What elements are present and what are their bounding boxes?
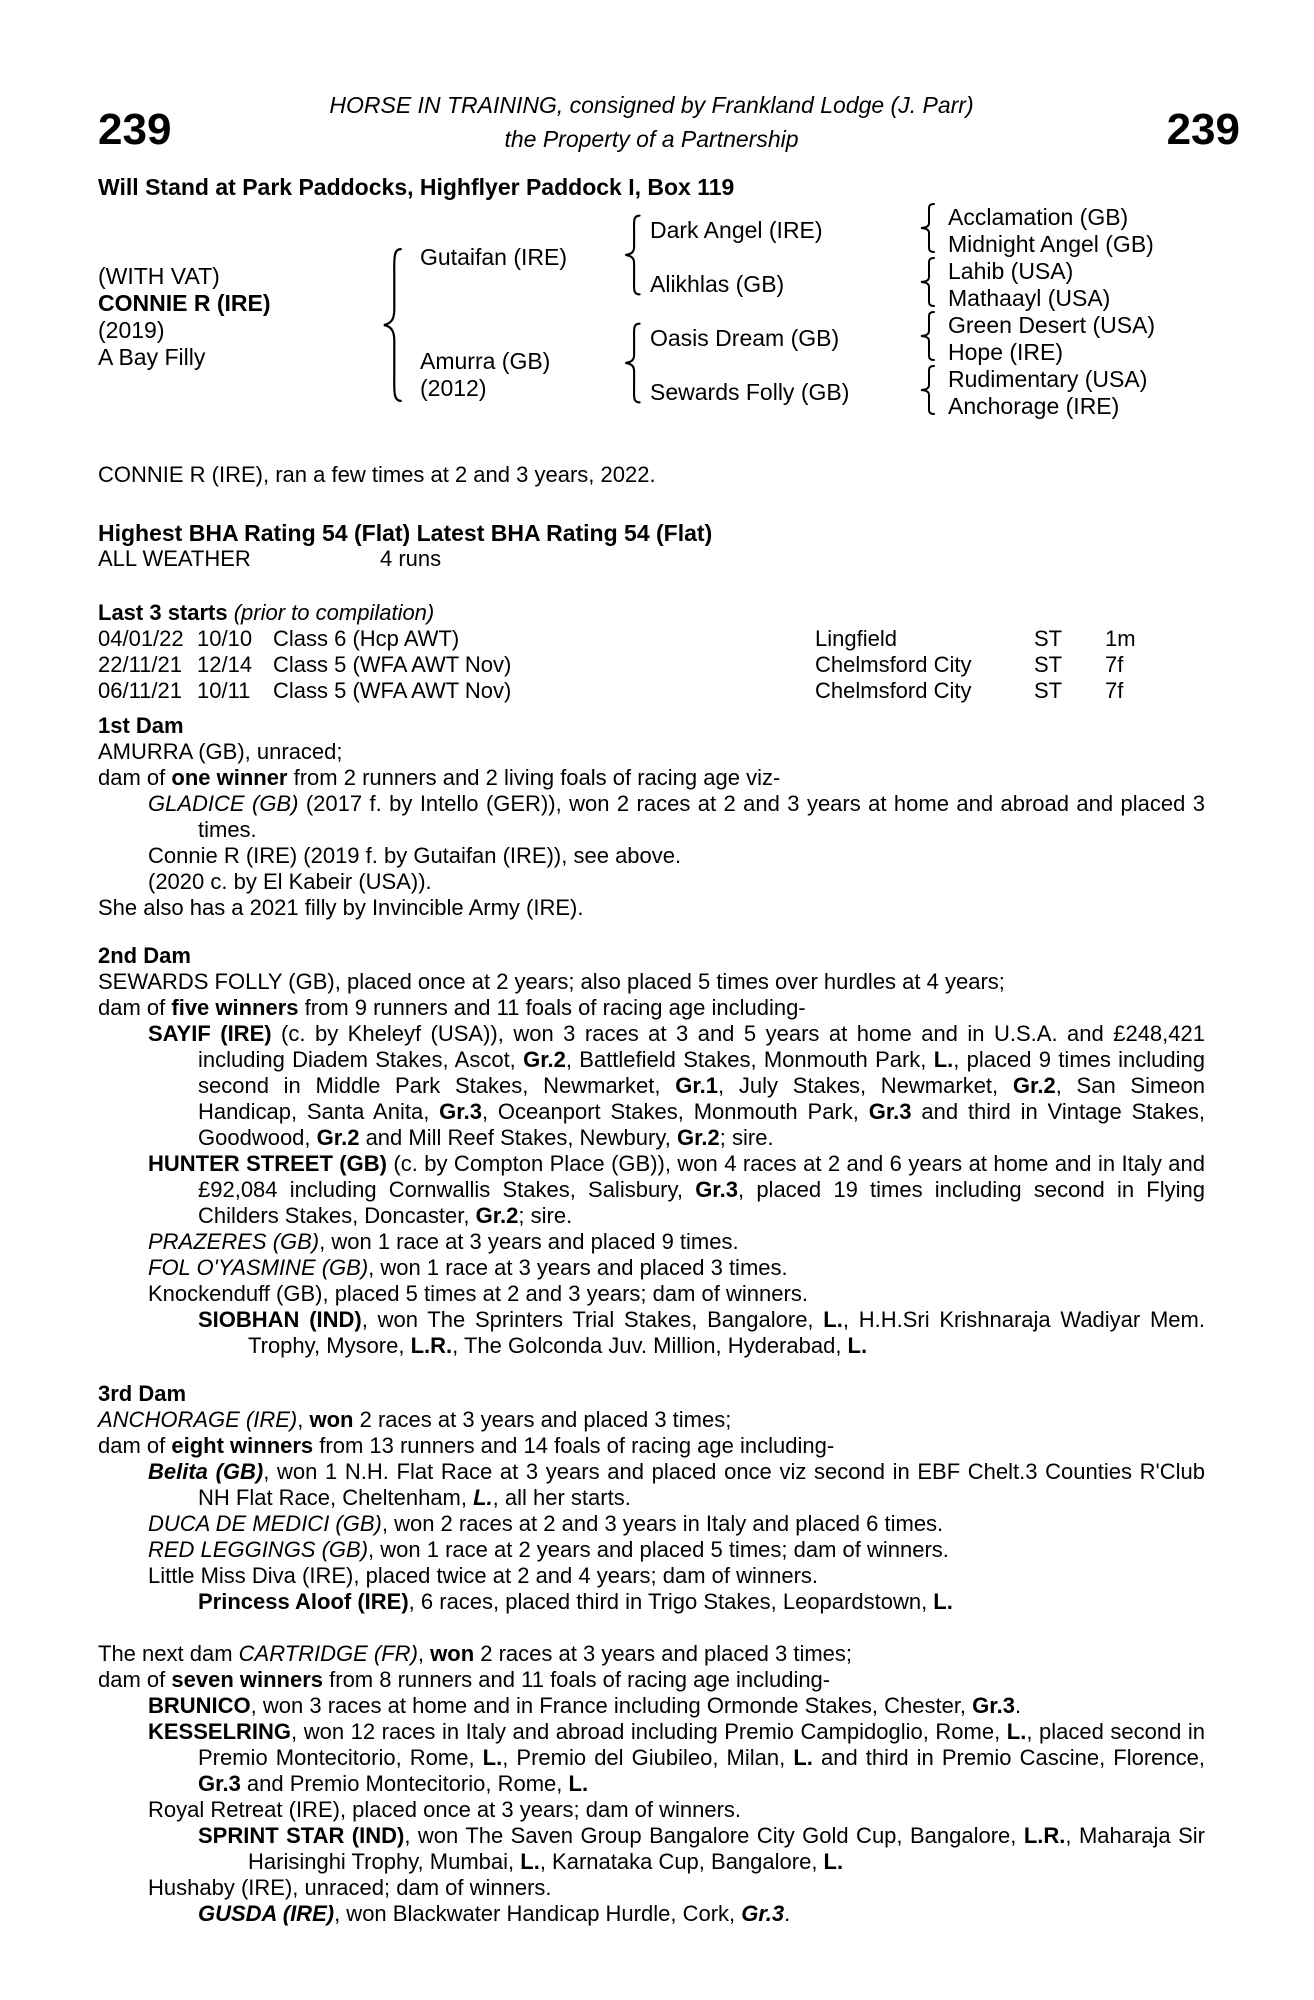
pedigree-paragraph xyxy=(98,969,1205,995)
text-run: Gr.3 xyxy=(868,1099,912,1124)
surface-label: ALL WEATHER xyxy=(98,546,251,571)
text-run: from 13 runners and 14 foals of racing age including- xyxy=(313,1433,835,1458)
text-run: 2 races at 3 years and placed 3 times; xyxy=(353,1407,732,1432)
dam-section xyxy=(98,1641,1205,1927)
text-run: , Premio del Giubileo, Milan, xyxy=(502,1745,794,1770)
race-date: 04/01/22 xyxy=(98,626,184,651)
pedigree-paragraph xyxy=(98,1589,1205,1615)
race-dist: 7f xyxy=(1105,678,1124,703)
vat-note: (WITH VAT) xyxy=(98,263,220,289)
great-grandparent-name: Hope (IRE) xyxy=(948,339,1064,365)
text-run: FOL O'YASMINE (GB) xyxy=(148,1255,369,1280)
pedigree-brace-icon xyxy=(918,311,938,361)
text-run: and third in Vintage Stakes, Goodwood, xyxy=(198,1099,1205,1150)
text-run: GLADICE (GB) xyxy=(148,791,299,816)
text-run: L. xyxy=(1006,1719,1027,1744)
text-run: dam of xyxy=(98,1667,172,1692)
text-run: , placed 19 times including second in Flying Childers Stakes, Doncaster, xyxy=(198,1177,1205,1228)
dam-sections xyxy=(98,713,1205,1927)
text-run: RED LEGGINGS (GB) xyxy=(148,1537,369,1562)
race-race: Class 5 (WFA AWT Nov) xyxy=(273,652,512,677)
pedigree-paragraph xyxy=(98,1563,1205,1589)
text-run: won xyxy=(430,1641,475,1666)
race-going: ST xyxy=(1034,678,1063,703)
pedigree-paragraph xyxy=(98,895,1205,921)
text-run: won xyxy=(309,1407,354,1432)
text-run: Gr.1 xyxy=(675,1073,719,1098)
text-run: and Mill Reef Stakes, Newbury, xyxy=(359,1125,677,1150)
text-run: . xyxy=(784,1901,791,1926)
text-run: and Premio Montecitorio, Rome, xyxy=(240,1771,569,1796)
text-run: , won 1 race at 3 years and placed 9 times. xyxy=(319,1229,739,1254)
text-run: , The Golconda Juv. Million, Hyderabad, xyxy=(452,1333,848,1358)
text-run: Gr.3 xyxy=(198,1771,241,1796)
text-run: L. xyxy=(473,1485,493,1510)
text-run: , won The Saven Group Bangalore City Gold Cup, Bangalore, xyxy=(404,1823,1024,1848)
text-run: Gr.3 xyxy=(741,1901,785,1926)
text-run: L. xyxy=(847,1333,868,1358)
race-summary: CONNIE R (IRE), ran a few times at 2 and 3 years, 2022. xyxy=(98,462,656,487)
pedigree-paragraph xyxy=(98,1407,1205,1433)
pedigree-paragraph xyxy=(98,1307,1205,1359)
text-run: Hushaby (IRE), unraced; dam of winners. xyxy=(148,1875,552,1900)
text-run: BRUNICO xyxy=(148,1693,251,1718)
pedigree-paragraph xyxy=(98,1229,1205,1255)
pedigree-paragraph xyxy=(98,1823,1205,1875)
horse-name: CONNIE R (IRE) xyxy=(98,290,271,316)
text-run: from 9 runners and 11 foals of racing age including- xyxy=(298,995,806,1020)
race-going: ST xyxy=(1034,652,1063,677)
text-run: , placed 9 times including second in Middle Park Stakes, Newmarket, xyxy=(198,1047,1206,1098)
text-run: , H.H.Sri Krishnaraja Wadiyar Mem. Trophy, Mysore, xyxy=(248,1307,1205,1358)
pedigree-brace-icon xyxy=(918,257,938,307)
stand-line: Will Stand at Park Paddocks, Highflyer Paddock I, Box 119 xyxy=(98,174,735,200)
text-run: and third in Premio Cascine, Florence, xyxy=(812,1745,1205,1770)
pedigree-paragraph xyxy=(98,1719,1205,1797)
lot-number-left: 239 xyxy=(98,105,172,154)
pedigree-paragraph xyxy=(98,1797,1205,1823)
text-run: L. xyxy=(823,1307,843,1332)
property-line: the Property of a Partnership xyxy=(504,126,799,152)
section-heading: 2nd Dam xyxy=(98,943,191,968)
text-run: SEWARDS FOLLY (GB), placed once at 2 years; also placed 5 times over hurdles at 4 years; xyxy=(98,969,1005,994)
text-run: Princess Aloof (IRE) xyxy=(198,1589,409,1614)
text-run: ; sire. xyxy=(719,1125,774,1150)
text-run: L. xyxy=(520,1849,540,1874)
pedigree-paragraph xyxy=(98,1901,1205,1927)
text-run: Connie R (IRE) (2019 f. by Gutaifan (IRE)), see above. xyxy=(148,843,682,868)
text-run: She also has a 2021 filly by Invincible Army (IRE). xyxy=(98,895,584,920)
last3-table xyxy=(98,626,1205,704)
dam-year: (2012) xyxy=(420,375,487,401)
pedigree-paragraph xyxy=(98,1255,1205,1281)
text-run: L.R. xyxy=(1023,1823,1066,1848)
text-run: eight winners xyxy=(171,1433,314,1458)
colour-sex-desc: A Bay Filly xyxy=(98,344,206,370)
text-run: dam of xyxy=(98,995,172,1020)
pedigree-paragraph xyxy=(98,843,1205,869)
text-run: , placed second in Premio Montecitorio, Rome, xyxy=(198,1719,1205,1770)
race-course: Chelmsford City xyxy=(815,678,972,703)
text-run: , July Stakes, Newmarket, xyxy=(718,1073,1013,1098)
pedigree-paragraph xyxy=(98,739,1205,765)
text-run: L.R. xyxy=(410,1333,453,1358)
great-grandparent-name: Mathaayl (USA) xyxy=(948,285,1111,311)
pedigree-brace-icon xyxy=(918,203,938,253)
dam-name: Amurra (GB) xyxy=(420,348,551,374)
great-grandparent-name: Green Desert (USA) xyxy=(948,312,1156,338)
race-race: Class 6 (Hcp AWT) xyxy=(273,626,460,651)
text-run: , won 1 race at 2 years and placed 5 times; dam of winners. xyxy=(368,1537,949,1562)
foaling-year: (2019) xyxy=(98,317,165,343)
race-pos: 10/11 xyxy=(197,678,251,703)
text-run: KESSELRING xyxy=(148,1719,292,1744)
pedigree-paragraph xyxy=(98,1511,1205,1537)
text-run: , won The Sprinters Trial Stakes, Bangalore, xyxy=(361,1307,824,1332)
pedigree-paragraph xyxy=(98,1875,1205,1901)
text-run: L. xyxy=(793,1745,813,1770)
pedigree-brace-icon xyxy=(380,246,406,404)
pedigree-brace-icon xyxy=(622,322,644,404)
pedigree-paragraph xyxy=(98,1641,1205,1667)
text-run: , Battlefield Stakes, Monmouth Park, xyxy=(565,1047,934,1072)
pedigree-brace-icon xyxy=(622,214,644,296)
text-run: L. xyxy=(823,1849,844,1874)
runs-count: 4 runs xyxy=(380,546,442,571)
last3-heading xyxy=(98,600,1205,626)
text-run: seven winners xyxy=(171,1667,324,1692)
text-run: (c. by Kheleyf (USA)), won 3 races at 3 and 5 years at home and in U.S.A. and £248,421 including Diadem Stakes, Ascot, xyxy=(198,1021,1205,1072)
text-run: ; sire. xyxy=(518,1203,573,1228)
text-run: from 2 runners and 2 living foals of racing age viz- xyxy=(287,765,781,790)
granddam-name: Alikhlas (GB) xyxy=(650,271,785,297)
text-run: , won 3 races at home and in France including Ormonde Stakes, Chester, xyxy=(250,1693,973,1718)
text-run: Little Miss Diva (IRE), placed twice at 2 and 4 years; dam of winners. xyxy=(148,1563,819,1588)
text-run: Gr.2 xyxy=(676,1125,720,1150)
race-row xyxy=(98,678,1205,704)
text-run: , xyxy=(417,1641,431,1666)
consignor-line: HORSE IN TRAINING, consigned by Frankland Lodge (J. Parr) xyxy=(329,92,974,118)
pedigree-paragraph xyxy=(98,1537,1205,1563)
text-run: , won 1 N.H. Flat Race at 3 years and placed once viz second in EBF Chelt.3 Counties R'Club NH Flat Race, Cheltenham, xyxy=(198,1459,1205,1510)
race-row xyxy=(98,652,1205,678)
text-run: , Oceanport Stakes, Monmouth Park, xyxy=(481,1099,869,1124)
pedigree-brace-icon xyxy=(918,365,938,415)
text-run: SAYIF (IRE) xyxy=(148,1021,272,1046)
text-run: Gr.3 xyxy=(439,1099,482,1124)
grandsire-dam-side: Oasis Dream (GB) xyxy=(650,325,840,351)
great-grandparent-name: Midnight Angel (GB) xyxy=(948,231,1154,257)
text-run: , won 1 race at 3 years and placed 3 times. xyxy=(368,1255,788,1280)
race-date: 22/11/21 xyxy=(98,652,183,677)
text-run: five winners xyxy=(171,995,299,1020)
pedigree-paragraph xyxy=(98,869,1205,895)
text-run: AMURRA (GB), unraced; xyxy=(98,739,343,764)
pedigree-paragraph xyxy=(98,1433,1205,1459)
great-grandparent-name: Acclamation (GB) xyxy=(948,204,1129,230)
text-run: (2020 c. by El Kabeir (USA)). xyxy=(148,869,432,894)
text-run: one winner xyxy=(171,765,288,790)
text-run: L. xyxy=(482,1745,503,1770)
text-run: Gr.3 xyxy=(695,1177,738,1202)
race-course: Chelmsford City xyxy=(815,652,972,677)
race-pos: 12/14 xyxy=(197,652,253,677)
pedigree-paragraph xyxy=(98,995,1205,1021)
dam-section xyxy=(98,943,1205,1359)
text-run: DUCA DE MEDICI (GB) xyxy=(148,1511,382,1536)
pedigree-paragraph xyxy=(98,791,1205,843)
text-run: SIOBHAN (IND) xyxy=(198,1307,362,1332)
pedigree-paragraph xyxy=(98,1021,1205,1151)
pedigree-paragraph xyxy=(98,1667,1205,1693)
bha-rating-line: Highest BHA Rating 54 (Flat) Latest BHA Rating 54 (Flat) xyxy=(98,520,713,546)
text-run: Gr.2 xyxy=(523,1047,566,1072)
race-pos: 10/10 xyxy=(197,626,253,651)
text-run: HUNTER STREET (GB) xyxy=(148,1151,387,1176)
text-run: Gr.2 xyxy=(1012,1073,1056,1098)
race-date: 06/11/21 xyxy=(98,678,183,703)
text-run: , Maharaja Sir Harisinghi Trophy, Mumbai, xyxy=(248,1823,1205,1874)
text-run: 2 races at 3 years and placed 3 times; xyxy=(474,1641,853,1666)
pedigree-paragraph xyxy=(98,1281,1205,1307)
last3-subtitle: (prior to compilation) xyxy=(233,600,435,625)
text-run: (2017 f. by Intello (GER)), won 2 races at 2 and 3 years at home and abroad and placed 3 times. xyxy=(198,791,1205,842)
text-run: PRAZERES (GB) xyxy=(148,1229,320,1254)
text-run: , won 2 races at 2 and 3 years in Italy and placed 6 times. xyxy=(381,1511,944,1536)
text-run: from 8 runners and 11 foals of racing age including- xyxy=(323,1667,831,1692)
text-run: Gr.2 xyxy=(316,1125,360,1150)
text-run: , all her starts. xyxy=(492,1485,631,1510)
text-run: Gr.2 xyxy=(475,1203,519,1228)
race-course: Lingfield xyxy=(815,626,897,651)
sire-name: Gutaifan (IRE) xyxy=(420,244,567,270)
text-run: , Karnataka Cup, Bangalore, xyxy=(539,1849,824,1874)
section-heading: 3rd Dam xyxy=(98,1381,187,1406)
text-run: The next dam xyxy=(98,1641,239,1666)
grandsire-name: Dark Angel (IRE) xyxy=(650,217,823,243)
race-going: ST xyxy=(1034,626,1063,651)
great-grandparent-name: Lahib (USA) xyxy=(948,258,1074,284)
race-dist: 7f xyxy=(1105,652,1124,677)
text-run: CARTRIDGE (FR) xyxy=(238,1641,418,1666)
race-race: Class 5 (WFA AWT Nov) xyxy=(273,678,512,703)
text-run: , San Simeon Handicap, Santa Anita, xyxy=(198,1073,1206,1124)
dam-section xyxy=(98,713,1205,921)
text-run: (c. by Compton Place (GB)), won 4 races at 2 and 6 years at home and in Italy and £92,084 including Cornwallis Stakes, Salisbury, xyxy=(198,1151,1205,1202)
pedigree-paragraph xyxy=(98,1151,1205,1229)
last3-title: Last 3 starts xyxy=(98,600,234,625)
text-run: dam of xyxy=(98,1433,172,1458)
race-row xyxy=(98,626,1205,652)
pedigree-paragraph xyxy=(98,1693,1205,1719)
section-heading: 1st Dam xyxy=(98,713,184,738)
text-run: L. xyxy=(933,1589,953,1614)
granddam-dam-side: Sewards Folly (GB) xyxy=(650,379,850,405)
surface-line xyxy=(98,546,1205,572)
lot-number-right: 239 xyxy=(1166,105,1240,154)
text-run: L. xyxy=(933,1047,954,1072)
body-column xyxy=(98,462,1205,1927)
pedigree-paragraph xyxy=(98,1459,1205,1511)
text-run: Belita (GB) xyxy=(148,1459,264,1484)
text-run: , xyxy=(297,1407,310,1432)
text-run: L. xyxy=(568,1771,589,1796)
text-run: Knockenduff (GB), placed 5 times at 2 and 3 years; dam of winners. xyxy=(148,1281,808,1306)
text-run: GUSDA (IRE) xyxy=(198,1901,335,1926)
pedigree-paragraph xyxy=(98,765,1205,791)
text-run: SPRINT STAR (IND) xyxy=(198,1823,405,1848)
great-grandparent-name: Anchorage (IRE) xyxy=(948,393,1120,419)
text-run: ANCHORAGE (IRE) xyxy=(98,1407,298,1432)
text-run: Gr.3 xyxy=(972,1693,1015,1718)
race-dist: 1m xyxy=(1105,626,1136,651)
text-run: , won Blackwater Handicap Hurdle, Cork, xyxy=(334,1901,742,1926)
text-run: , won 12 races in Italy and abroad including Premio Campidoglio, Rome, xyxy=(291,1719,1007,1744)
great-grandparent-name: Rudimentary (USA) xyxy=(948,366,1148,392)
text-run: dam of xyxy=(98,765,172,790)
text-run: . xyxy=(1014,1693,1022,1718)
dam-section xyxy=(98,1381,1205,1615)
text-run: , 6 races, placed third in Trigo Stakes, Leopardstown, xyxy=(408,1589,934,1614)
text-run: Royal Retreat (IRE), placed once at 3 years; dam of winners. xyxy=(148,1797,742,1822)
